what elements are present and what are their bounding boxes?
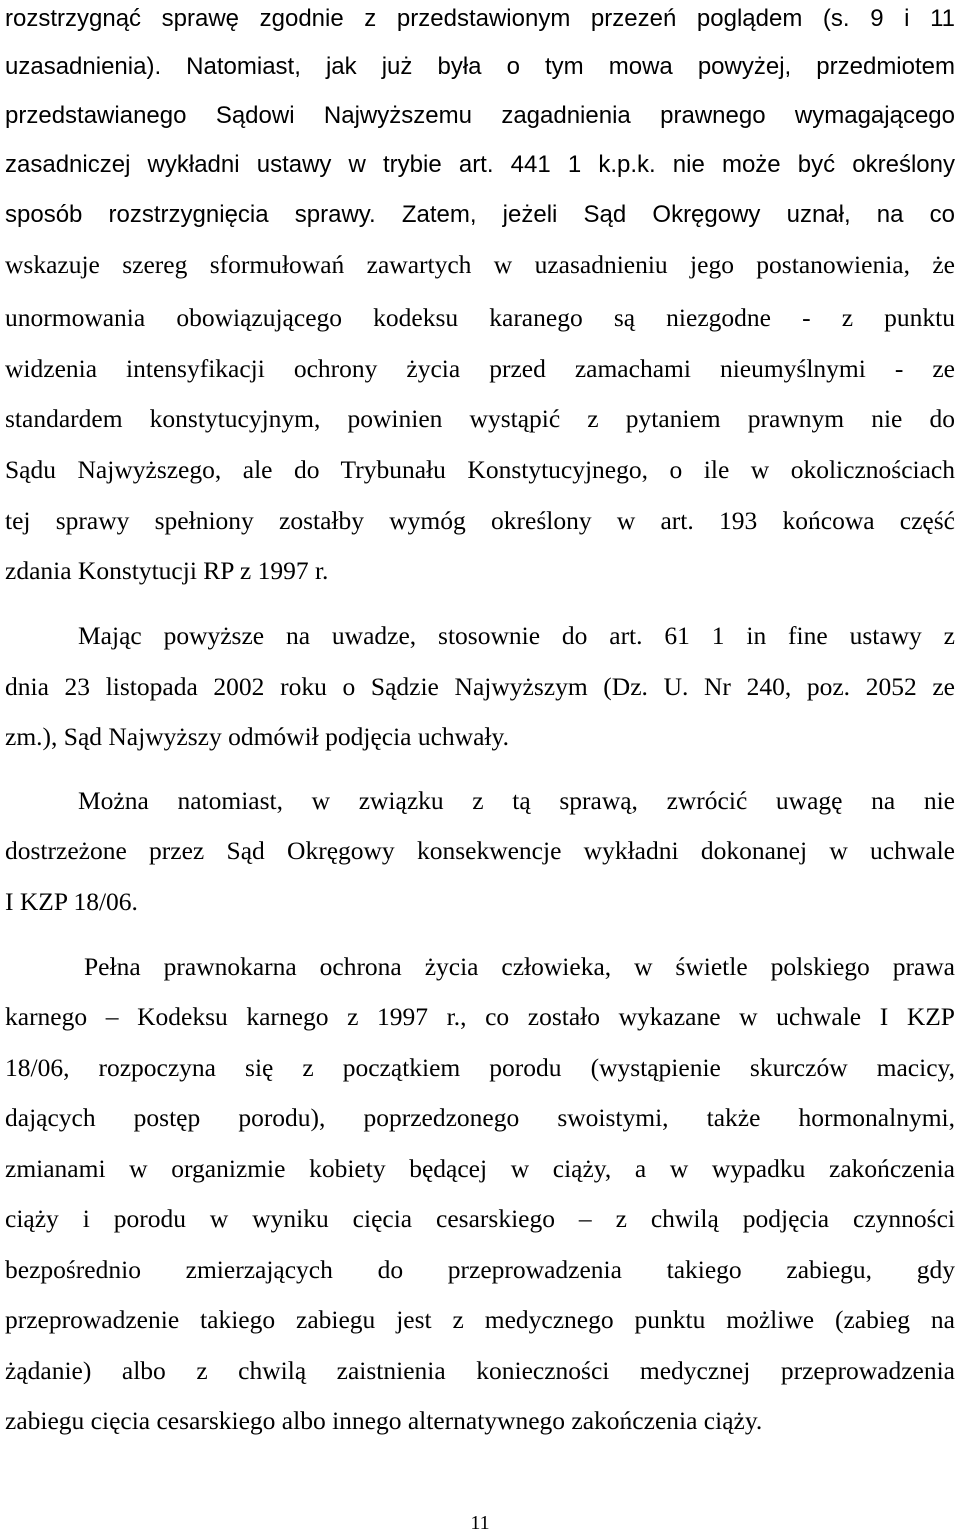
text-line: Sądu Najwyższego, ale do Trybunału Konstytucyjnego, o ile w okolicznościach [5,455,955,484]
text-line: bezpośrednio zmierzających do przeprowadzenia takiego zabiegu, gdy [5,1255,955,1284]
text-line: unormowania obowiązującego kodeksu karanego są niezgodne - z punktu [5,303,955,332]
text-line: Można natomiast, w związku z tą sprawą, zwrócić uwagę na nie [78,786,955,815]
text-line: zm.), Sąd Najwyższy odmówił podjęcia uchwały. [5,722,509,751]
text-line: rozstrzygnąć sprawę zgodnie z przedstawionym przezeń poglądem (s. 9 i 11 [5,5,955,32]
text-line: karnego – Kodeksu karnego z 1997 r., co zostało wykazane w uchwale I KZP [5,1002,955,1031]
text-line: standardem konstytucyjnym, powinien wystąpić z pytaniem prawnym nie do [5,404,955,433]
text-line: 18/06, rozpoczyna się z początkiem porodu (wystąpienie skurczów macicy, [5,1053,955,1082]
text-line: zdania Konstytucji RP z 1997 r. [5,556,329,585]
text-line: ciąży i porodu w wyniku cięcia cesarskiego – z chwilą podjęcia czynności [5,1204,955,1233]
text-line: uzasadnienia). Natomiast, jak już była o tym mowa powyżej, przedmiotem [5,53,955,80]
text-line: przedstawianego Sądowi Najwyższemu zagadnienia prawnego wymagającego [5,102,955,129]
text-line: przeprowadzenie takiego zabiegu jest z medycznego punktu możliwe (zabieg na [5,1305,955,1334]
text-line: sposób rozstrzygnięcia sprawy. Zatem, jeżeli Sąd Okręgowy uznał, na co [5,201,955,228]
text-line: wskazuje szereg sformułowań zawartych w uzasadnieniu jego postanowienia, że [5,250,955,279]
text-line: zmianami w organizmie kobiety będącej w ciąży, a w wypadku zakończenia [5,1154,955,1183]
text-line: Mając powyższe na uwadze, stosownie do art. 61 1 in fine ustawy z [78,621,955,650]
text-line: dających postęp porodu), poprzedzonego swoistymi, także hormonalnymi, [5,1103,955,1132]
text-line: żądanie) albo z chwilą zaistnienia konieczności medycznej przeprowadzenia [5,1356,955,1385]
text-line: dostrzeżone przez Sąd Okręgowy konsekwencje wykładni dokonanej w uchwale [5,836,955,865]
text-line: I KZP 18/06. [5,887,138,916]
text-line: zabiegu cięcia cesarskiego albo innego alternatywnego zakończenia ciąży. [5,1406,763,1435]
text-line: dnia 23 listopada 2002 roku o Sądzie Najwyższym (Dz. U. Nr 240, poz. 2052 ze [5,672,955,701]
text-line: tej sprawy spełniony zostałby wymóg określony w art. 193 końcowa część [5,506,955,535]
text-line: widzenia intensyfikacji ochrony życia przed zamachami nieumyślnymi - ze [5,354,955,383]
page-number: 11 [470,1512,490,1534]
text-line: Pełna prawnokarna ochrona życia człowieka, w świetle polskiego prawa [84,952,955,981]
text-line: zasadniczej wykładni ustawy w trybie art. 441 1 k.p.k. nie może być określony [5,151,955,178]
